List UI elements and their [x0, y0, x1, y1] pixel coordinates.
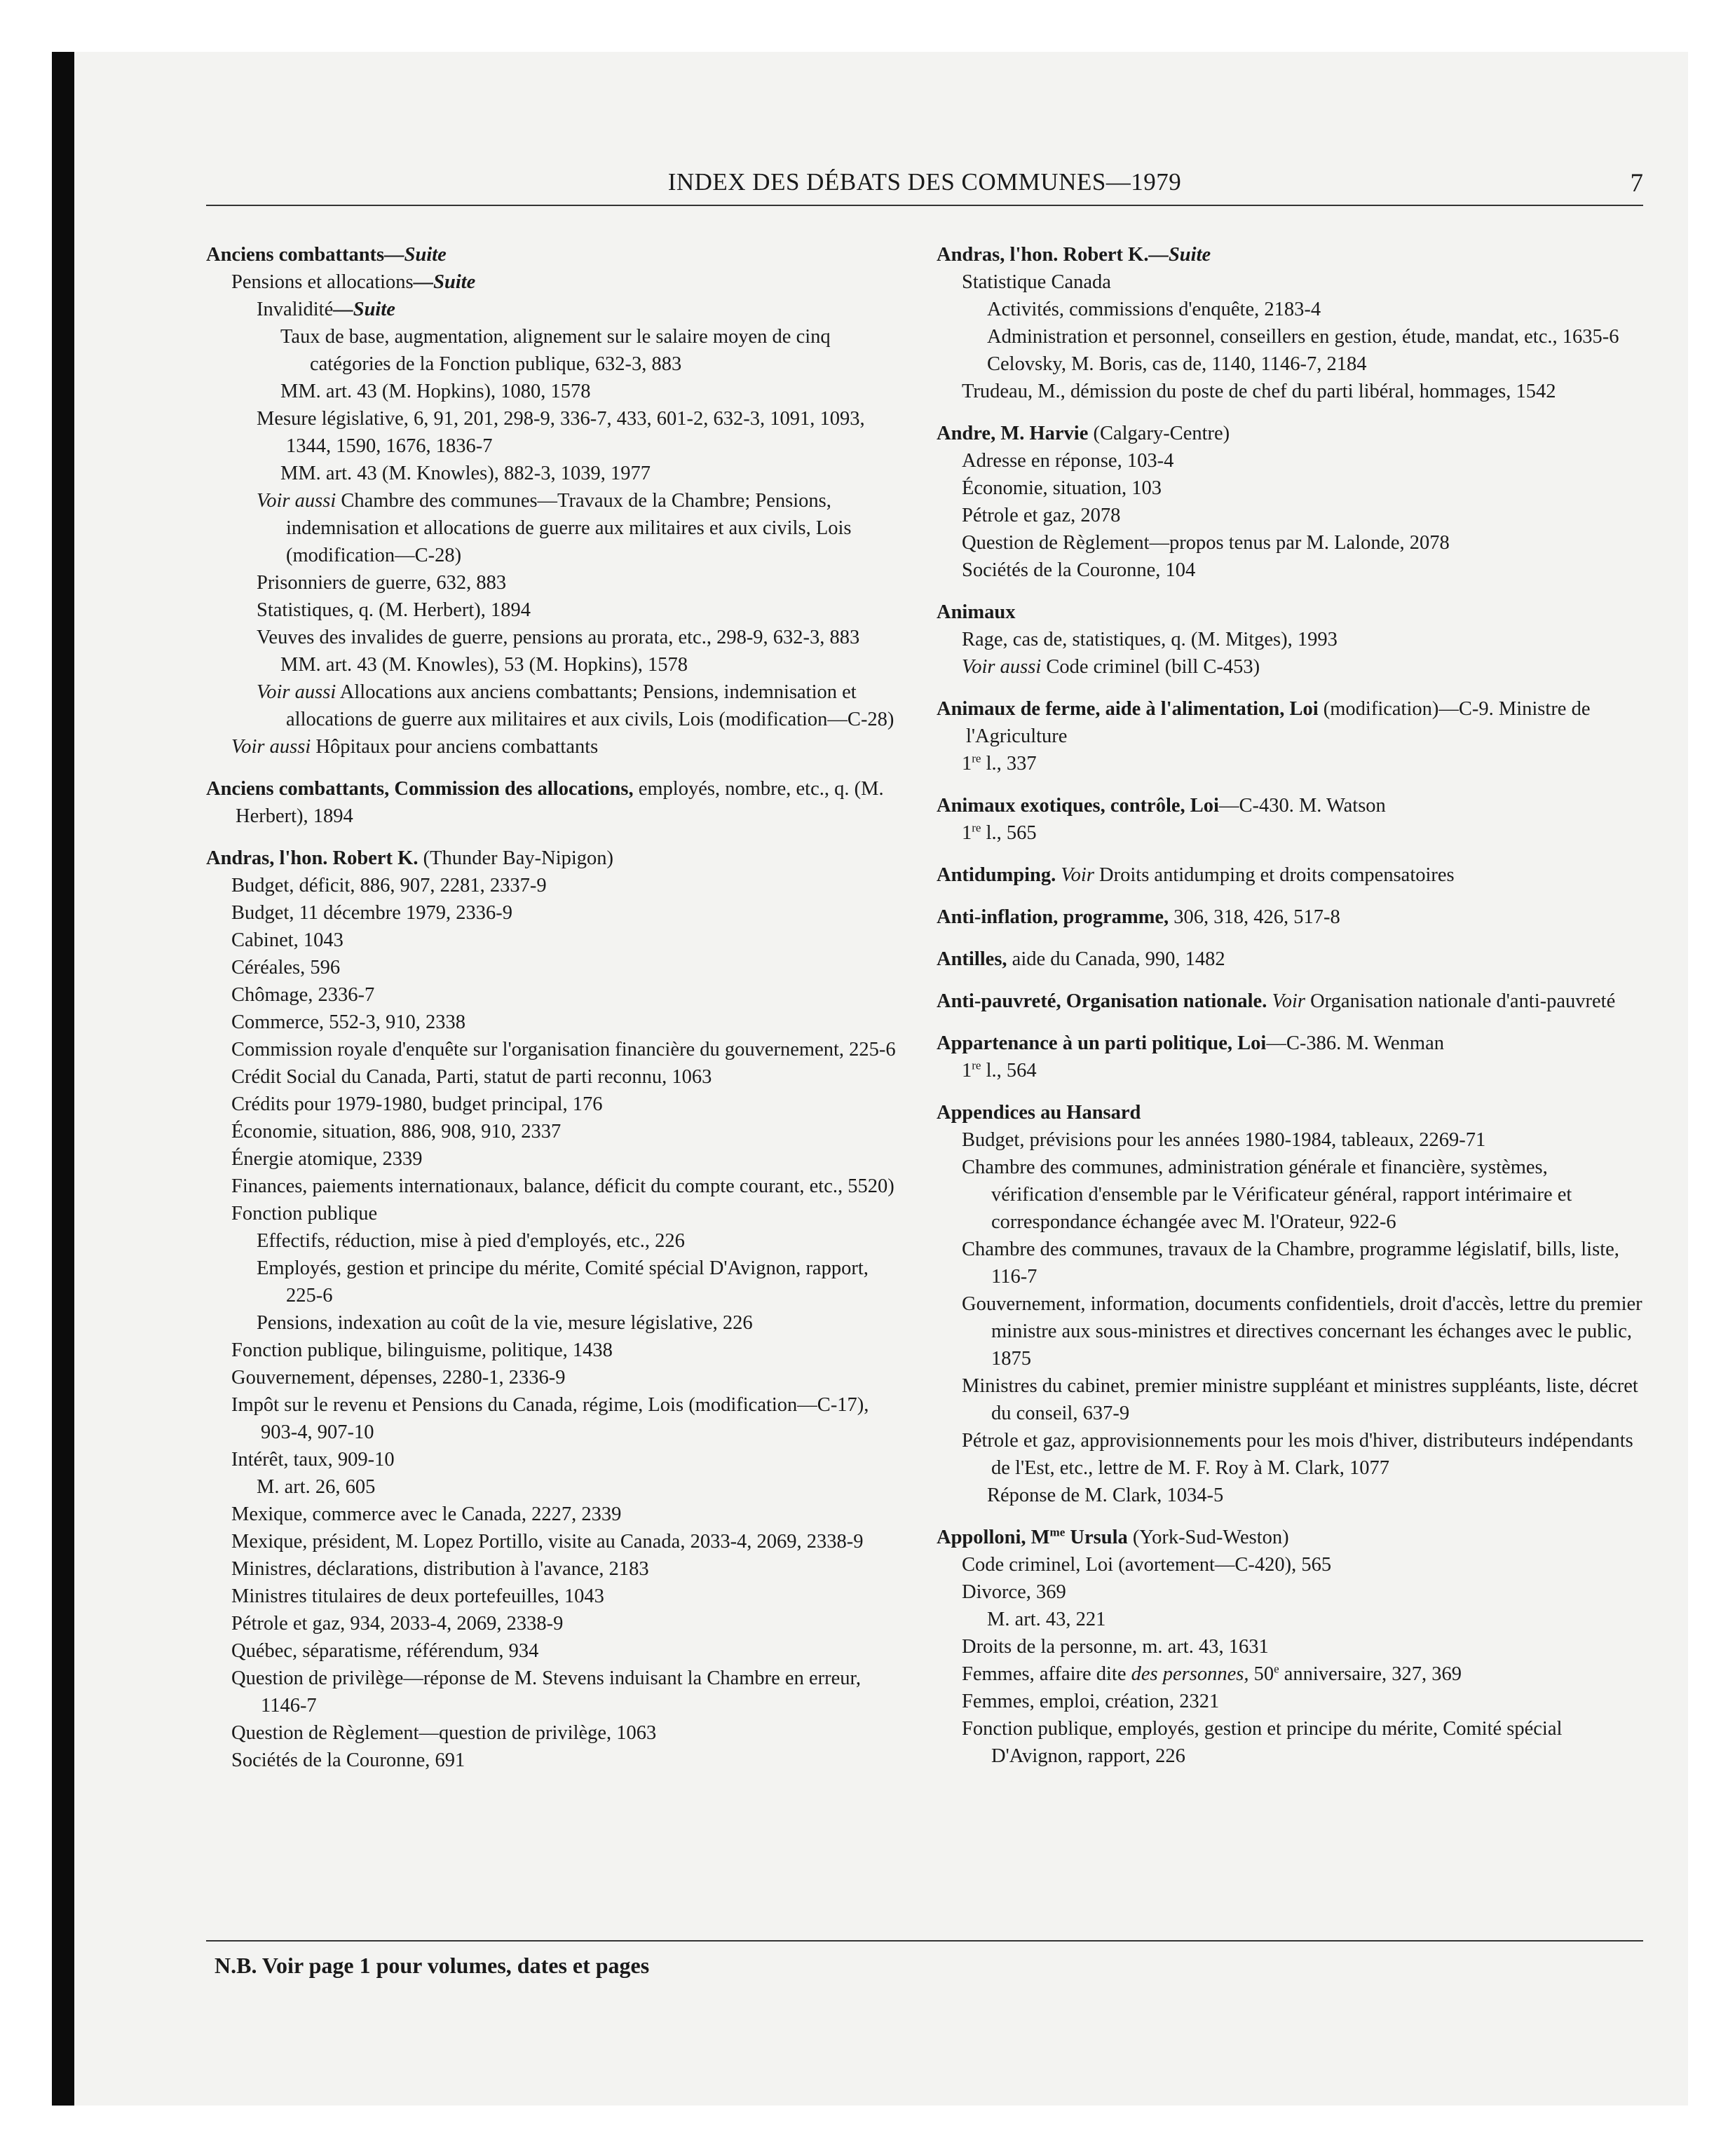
- sub-entry-text: 50: [1248, 1663, 1274, 1685]
- see-also-text: Hôpitaux pour anciens combattants: [311, 736, 599, 758]
- reading-number: 1: [962, 753, 972, 775]
- sub-entry: Fonction publique, bilinguisme, politique, 1438: [231, 1339, 613, 1361]
- sub-entry: Veuves des invalides de guerre, pensions au prorata, etc., 298-9, 632-3, 883: [257, 627, 860, 648]
- left-column: [206, 241, 907, 1789]
- entry-term: Animaux exotiques, contrôle, Loi: [937, 795, 1219, 817]
- sub-entry: [962, 819, 1645, 847]
- entry-text: (modification)—C-9. Ministre de l'Agriculture: [966, 698, 1591, 747]
- entry-heading: [937, 420, 1645, 447]
- see-also-label: Voir aussi: [962, 656, 1042, 678]
- sub-entry: [962, 1057, 1645, 1084]
- sub-entry: Pensions, indexation au coût de la vie, mesure législative, 226: [257, 1312, 753, 1334]
- index-entry: [937, 903, 1645, 931]
- sub-entry: Réponse de M. Clark, 1034-5: [987, 1485, 1224, 1506]
- sub-entry: Fonction publique, employés, gestion et principe du mérite, Comité spécial D'Avignon, rapport, 226: [962, 1718, 1563, 1767]
- entry-heading: [937, 241, 1645, 268]
- sub-entry: Femmes, emploi, création, 2321: [962, 1691, 1220, 1712]
- suite-marker: —Suite: [1148, 244, 1211, 266]
- italic-title: des personnes,: [1131, 1663, 1249, 1685]
- index-entry: [937, 946, 1645, 973]
- sub-entry: Économie, situation, 103: [962, 477, 1162, 499]
- entry-text: Organisation nationale d'anti-pauvreté: [1305, 990, 1616, 1012]
- sub-entry: Économie, situation, 886, 908, 910, 2337: [231, 1121, 562, 1142]
- sub-entry: Taux de base, augmentation, alignement sur le salaire moyen de cinq catégories de la Fonction publique, 632-3, 883: [280, 326, 831, 375]
- index-entry: [937, 1030, 1645, 1084]
- sub-entry: [257, 296, 907, 323]
- index-entry: [937, 792, 1645, 847]
- sub-entry: Divorce, 369: [962, 1581, 1066, 1603]
- entry-text: (York-Sud-Weston): [1127, 1527, 1289, 1548]
- sub-entry-text: Invalidité: [257, 299, 334, 320]
- see-also: [962, 653, 1645, 681]
- sub-entry: Question de Règlement—question de privilège, 1063: [231, 1722, 657, 1744]
- see-also-label: Voir aussi: [231, 736, 311, 758]
- see-also-text: Allocations aux anciens combattants; Pensions, indemnisation et allocations de guerre aux militaires et aux civils, Lois (modification—C-28): [286, 681, 894, 730]
- sub-entry: Mexique, commerce avec le Canada, 2227, 2339: [231, 1503, 622, 1525]
- entry-term: Anti-inflation, programme,: [937, 906, 1169, 928]
- sub-entry-text: anniversaire, 327, 369: [1279, 1663, 1462, 1685]
- sub-entry: Ministres du cabinet, premier ministre suppléant et ministres suppléants, liste, décret du conseil, 637-9: [962, 1375, 1638, 1424]
- sub-entry: Sociétés de la Couronne, 691: [231, 1749, 465, 1771]
- see-also-label: Voir aussi: [257, 490, 336, 512]
- sub-entry: M. art. 43, 221: [987, 1609, 1106, 1630]
- entry-heading: [937, 1030, 1645, 1057]
- sub-entry: Gouvernement, information, documents confidentiels, droit d'accès, lettre du premier ministre aux sous-ministres et directives concernant les échanges avec le public, 1875: [962, 1293, 1642, 1370]
- see-also-text: Code criminel (bill C-453): [1041, 656, 1260, 678]
- sub-entry: Prisonniers de guerre, 632, 883: [257, 572, 507, 594]
- sub-entry: Intérêt, taux, 909-10: [231, 1449, 395, 1471]
- sub-entry: Pétrole et gaz, approvisionnements pour les mois d'hiver, distributeurs indépendants de l'Est, etc., lettre de M. F. Roy à M. Clark, 1077: [962, 1430, 1633, 1479]
- honorific-suffix: me: [1049, 1525, 1066, 1539]
- reading-text: l., 565: [981, 822, 1037, 844]
- see-also: [231, 733, 907, 760]
- index-entry: [937, 1099, 1645, 1509]
- page-header: [206, 168, 1643, 203]
- sub-entry: Administration et personnel, conseillers en gestion, étude, mandat, etc., 1635-6: [987, 326, 1619, 348]
- ordinal-suffix: e: [1274, 1662, 1279, 1676]
- entry-heading: [937, 1524, 1645, 1551]
- entry-heading: Appendices au Hansard: [937, 1102, 1141, 1124]
- index-entry: [206, 845, 907, 1774]
- sub-entry: Statistique Canada: [962, 271, 1111, 293]
- reading-text: l., 564: [981, 1060, 1037, 1082]
- right-column: [937, 241, 1645, 1785]
- header-rule: [206, 205, 1643, 206]
- footer-note: N.B. Voir page 1 pour volumes, dates et pages: [215, 1953, 650, 1978]
- sub-entry: Commission royale d'enquête sur l'organisation financière du gouvernement, 225-6: [231, 1039, 896, 1060]
- entry-term: Anciens combattants: [206, 244, 385, 266]
- page-number: 7: [1630, 169, 1643, 198]
- entry-heading: [937, 695, 1645, 750]
- index-entry: [937, 1524, 1645, 1770]
- see-also-text: Chambre des communes—Travaux de la Chambre; Pensions, indemnisation et allocations de guerre aux militaires et aux civils, Lois (modification—C-28): [286, 490, 852, 566]
- entry-heading: [937, 988, 1645, 1015]
- entry-term: Appolloni, M: [937, 1527, 1050, 1548]
- entry-text: 306, 318, 426, 517-8: [1169, 906, 1340, 928]
- sub-entry: Effectifs, réduction, mise à pied d'employés, etc., 226: [257, 1230, 685, 1252]
- sub-entry: MM. art. 43 (M. Knowles), 882-3, 1039, 1977: [280, 463, 651, 484]
- entry-term: Animaux de ferme, aide à l'alimentation, Loi: [937, 698, 1319, 720]
- sub-entry: Budget, 11 décembre 1979, 2336-9: [231, 902, 513, 924]
- entry-term: Antidumping.: [937, 864, 1056, 886]
- index-entry: [937, 599, 1645, 681]
- scan-edge-bar: [52, 52, 74, 2106]
- sub-entry: Finances, paiements internationaux, balance, déficit du compte courant, etc., 5520): [231, 1175, 894, 1197]
- index-entry: [937, 861, 1645, 889]
- sub-entry-text: Femmes, affaire dite: [962, 1663, 1131, 1685]
- index-entry: [937, 420, 1645, 584]
- sub-entry: Ministres, déclarations, distribution à l'avance, 2183: [231, 1558, 649, 1580]
- sub-entry: Mesure législative, 6, 91, 201, 298-9, 336-7, 433, 601-2, 632-3, 1091, 1093, 1344, 1590, 1676, 1836-7: [257, 408, 865, 457]
- sub-entry: Fonction publique: [231, 1203, 378, 1224]
- reading-text: l., 337: [981, 753, 1037, 775]
- sub-entry: [962, 750, 1645, 777]
- sub-entry: Québec, séparatisme, référendum, 934: [231, 1640, 539, 1662]
- entry-text: —C-386. M. Wenman: [1266, 1032, 1444, 1054]
- entry-text: (Thunder Bay-Nipigon): [418, 847, 614, 869]
- suite-marker: —Suite: [384, 244, 447, 266]
- sub-entry: Chômage, 2336-7: [231, 984, 375, 1006]
- sub-entry: Rage, cas de, statistiques, q. (M. Mitges), 1993: [962, 629, 1338, 650]
- suite-marker: —Suite: [333, 299, 395, 320]
- entry-term: Andras, l'hon. Robert K.: [937, 244, 1149, 266]
- entry-heading: Animaux: [937, 601, 1016, 623]
- sub-entry: Gouvernement, dépenses, 2280-1, 2336-9: [231, 1367, 566, 1389]
- sub-entry: MM. art. 43 (M. Hopkins), 1080, 1578: [280, 381, 591, 402]
- entry-term: Andras, l'hon. Robert K.: [206, 847, 419, 869]
- entry-term: Andre, M. Harvie: [937, 423, 1089, 444]
- sub-entry: M. art. 26, 605: [257, 1476, 376, 1498]
- ordinal-suffix: re: [972, 821, 981, 835]
- sub-entry: Sociétés de la Couronne, 104: [962, 559, 1196, 581]
- sub-entry: Énergie atomique, 2339: [231, 1148, 423, 1170]
- index-entry: [937, 988, 1645, 1015]
- see-label: Voir: [1061, 864, 1094, 886]
- sub-entry-text: Pensions et allocations: [231, 271, 414, 293]
- sub-entry: Code criminel, Loi (avortement—C-420), 565: [962, 1554, 1332, 1576]
- sub-entry: Question de privilège—réponse de M. Stevens induisant la Chambre en erreur, 1146-7: [231, 1667, 861, 1717]
- sub-entry: [231, 268, 907, 296]
- entry-heading: [937, 861, 1645, 889]
- sub-entry: Activités, commissions d'enquête, 2183-4: [987, 299, 1321, 320]
- sub-entry: Pétrole et gaz, 934, 2033-4, 2069, 2338-9: [231, 1613, 564, 1635]
- sub-entry: MM. art. 43 (M. Knowles), 53 (M. Hopkins), 1578: [280, 654, 688, 676]
- sub-entry: Mexique, président, M. Lopez Portillo, visite au Canada, 2033-4, 2069, 2338-9: [231, 1531, 864, 1553]
- entry-text: (Calgary-Centre): [1088, 423, 1230, 444]
- sub-entry: Ministres titulaires de deux portefeuilles, 1043: [231, 1585, 604, 1607]
- entry-heading: [206, 845, 907, 872]
- sub-entry: Budget, déficit, 886, 907, 2281, 2337-9: [231, 875, 547, 896]
- see-also: [257, 678, 907, 733]
- ordinal-suffix: re: [972, 751, 981, 765]
- entry-heading: [937, 946, 1645, 973]
- entry-text: aide du Canada, 990, 1482: [1007, 948, 1225, 970]
- index-entry: [206, 775, 907, 830]
- entry-heading: [206, 241, 907, 268]
- see-label: Voir: [1272, 990, 1305, 1012]
- footer-rule: [206, 1940, 1643, 1942]
- sub-entry: Celovsky, M. Boris, cas de, 1140, 1146-7, 2184: [987, 353, 1367, 375]
- sub-entry: Chambre des communes, administration générale et financière, systèmes, vérification d'ensemble par le Vérificateur général, rapport intérimaire et correspondance échangée avec M. l'Orateur, 922-6: [962, 1157, 1572, 1233]
- entry-term: Anciens combattants, Commission des allocations,: [206, 778, 634, 800]
- entry-text: Droits antidumping et droits compensatoires: [1094, 864, 1455, 886]
- entry-text: employés, nombre, etc., q. (M. Herbert), 1894: [236, 778, 884, 827]
- sub-entry: Statistiques, q. (M. Herbert), 1894: [257, 599, 531, 621]
- entry-heading: [937, 903, 1645, 931]
- reading-number: 1: [962, 822, 972, 844]
- sub-entry: Question de Règlement—propos tenus par M. Lalonde, 2078: [962, 532, 1450, 554]
- sub-entry: Cabinet, 1043: [231, 929, 343, 951]
- entry-term: Appartenance à un parti politique, Loi: [937, 1032, 1267, 1054]
- sub-entry: Droits de la personne, m. art. 43, 1631: [962, 1636, 1269, 1658]
- reading-number: 1: [962, 1060, 972, 1082]
- see-also-label: Voir aussi: [257, 681, 336, 703]
- page-title: INDEX DES DÉBATS DES COMMUNES—1979: [667, 168, 1182, 196]
- sub-entry: Trudeau, M., démission du poste de chef du parti libéral, hommages, 1542: [962, 381, 1556, 402]
- sub-entry: Budget, prévisions pour les années 1980-1984, tableaux, 2269-71: [962, 1129, 1486, 1151]
- index-entry: [206, 241, 907, 760]
- entry-term: Antilles,: [937, 948, 1007, 970]
- entry-text: —C-430. M. Watson: [1218, 795, 1386, 817]
- sub-entry: Crédits pour 1979-1980, budget principal, 176: [231, 1093, 603, 1115]
- sub-entry: Adresse en réponse, 103-4: [962, 450, 1174, 472]
- index-entry: [937, 695, 1645, 777]
- entry-heading: [206, 775, 907, 830]
- entry-term: Anti-pauvreté, Organisation nationale.: [937, 990, 1267, 1012]
- suite-marker: —Suite: [413, 271, 476, 293]
- entry-heading: [937, 792, 1645, 819]
- sub-entry: Chambre des communes, travaux de la Chambre, programme législatif, bills, liste, 116-7: [962, 1239, 1619, 1288]
- sub-entry: Crédit Social du Canada, Parti, statut de parti reconnu, 1063: [231, 1066, 712, 1088]
- sub-entry: Employés, gestion et principe du mérite, Comité spécial D'Avignon, rapport, 225-6: [257, 1257, 869, 1306]
- sub-entry: Pétrole et gaz, 2078: [962, 505, 1121, 526]
- entry-term-name: Ursula: [1065, 1527, 1128, 1548]
- sub-entry: Céréales, 596: [231, 957, 341, 978]
- sub-entry: Impôt sur le revenu et Pensions du Canada, régime, Lois (modification—C-17), 903-4, 907-10: [231, 1394, 869, 1443]
- sub-entry: [962, 1660, 1645, 1688]
- ordinal-suffix: re: [972, 1058, 981, 1072]
- sub-entry: Commerce, 552-3, 910, 2338: [231, 1011, 466, 1033]
- see-also: [257, 487, 907, 569]
- index-entry: [937, 241, 1645, 405]
